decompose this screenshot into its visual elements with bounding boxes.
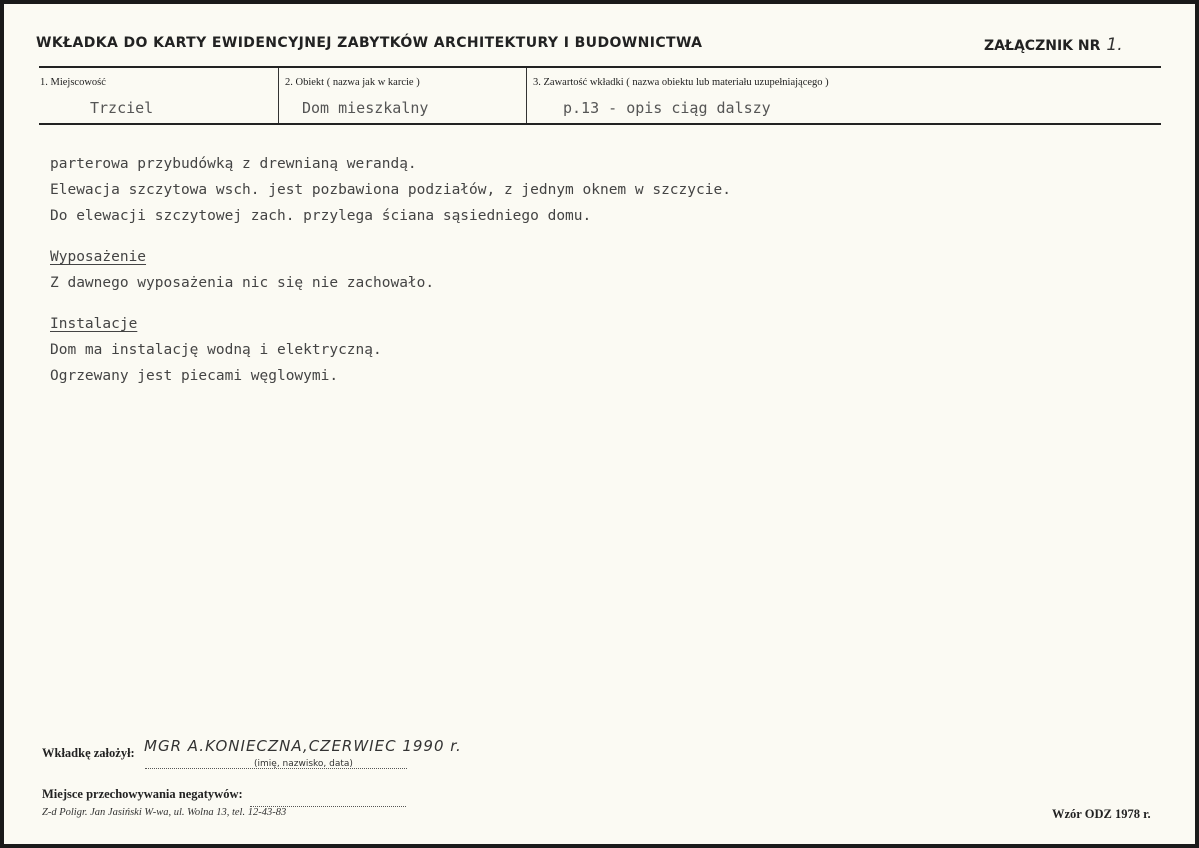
section-heading-equipment: Wyposażenie (50, 249, 147, 265)
field-label-locality: 1. Miejscowość (40, 77, 106, 88)
created-by-caption: (imię, nazwisko, data) (254, 759, 353, 769)
annex-number: 1. (1106, 35, 1123, 55)
negatives-location-label: Miejsce przechowywania negatywów: (42, 787, 243, 801)
created-by-label: Wkładkę założył: (42, 746, 135, 760)
form-reference: Wzór ODZ 1978 r. (1052, 807, 1151, 821)
inventory-card-insert (4, 4, 1195, 844)
body-line: Elewacja szczytowa wsch. jest pozbawiona podziałów, z jednym oknem w szczycie. (50, 182, 731, 198)
body-line: Z dawnego wyposażenia nic się nie zachowało. (50, 275, 435, 291)
header-rule-top (39, 66, 1161, 68)
annex-label-wrapper (984, 35, 1123, 55)
document-title: WKŁADKA DO KARTY EWIDENCYJNEJ ZABYTKÓW ARCHITEKTURY I BUDOWNICTWA (36, 35, 703, 51)
body-line: Dom ma instalację wodną i elektryczną. (50, 342, 382, 358)
field-value-content: p.13 - opis ciąg dalszy (563, 99, 771, 117)
body-line: Do elewacji szczytowej zach. przylega ściana sąsiedniego domu. (50, 208, 592, 224)
section-heading-installations: Instalacje (50, 316, 138, 332)
field-value-locality: Trzciel (90, 99, 154, 117)
printer-imprint: Z-d Poligr. Jan Jasiński W-wa, ul. Wolna 13, tel. 12-43-83 (42, 807, 287, 818)
body-line: Ogrzewany jest piecami węglowymi. (50, 368, 339, 384)
field-separator-2 (526, 68, 527, 123)
field-label-object: 2. Obiekt ( nazwa jak w karcie ) (285, 77, 420, 88)
field-label-content: 3. Zawartość wkładki ( nazwa obiektu lub materiału uzupełniającego ) (533, 77, 829, 88)
field-separator-1 (278, 68, 279, 123)
created-by-signature: MGR A.KONIECZNA,CZERWIEC 1990 r. (144, 737, 462, 755)
field-value-object: Dom mieszkalny (302, 99, 429, 117)
annex-label: ZAŁĄCZNIK NR (984, 38, 1101, 54)
header-rule-bottom (39, 123, 1161, 125)
body-line: parterowa przybudówką z drewnianą werandą. (50, 156, 417, 172)
